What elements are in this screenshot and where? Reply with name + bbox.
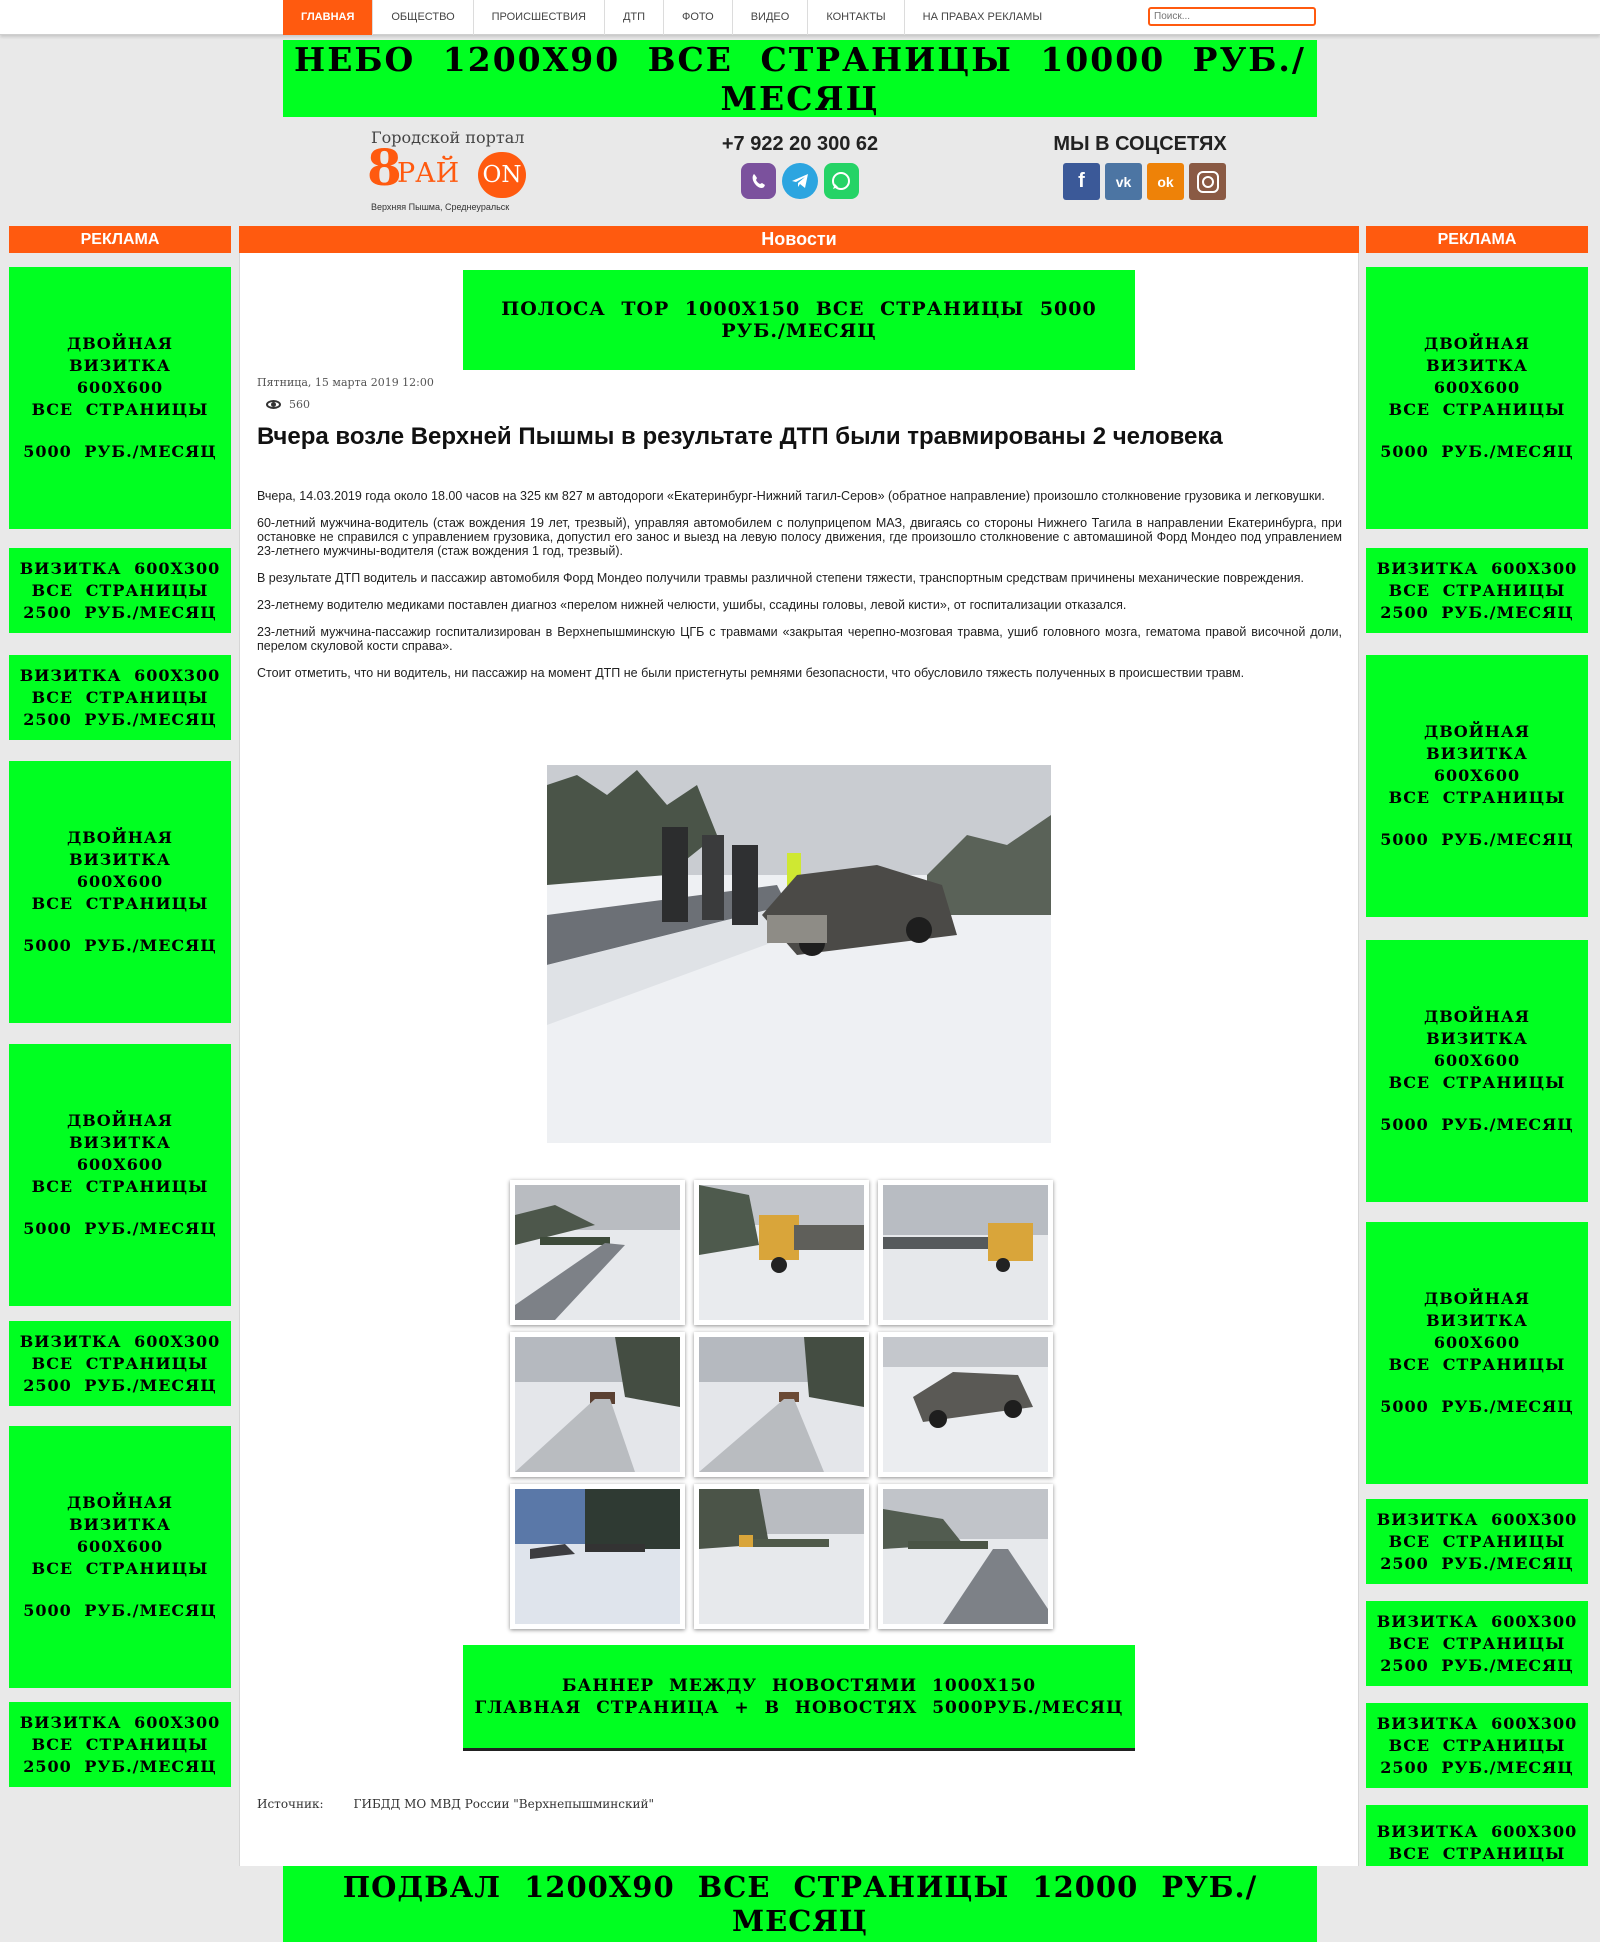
right-ad-9[interactable]: ВИЗИТКА 600Х300 ВСЕ СТРАНИЦЫ (1366, 1805, 1588, 1866)
right-ad-6[interactable]: ВИЗИТКА 600Х300 ВСЕ СТРАНИЦЫ 2500 РУБ./МЕСЯЦ (1366, 1499, 1588, 1584)
right-ad-8[interactable]: ВИЗИТКА 600Х300 ВСЕ СТРАНИЦЫ 2500 РУБ./МЕСЯЦ (1366, 1703, 1588, 1788)
photo-gallery (510, 1180, 1060, 1629)
article-body (257, 489, 1342, 693)
right-ad-2[interactable]: ВИЗИТКА 600Х300 ВСЕ СТРАНИЦЫ 2500 РУБ./МЕСЯЦ (1366, 548, 1588, 633)
logo-on-badge: ON (478, 152, 526, 198)
whatsapp-icon[interactable] (824, 163, 859, 199)
instagram-icon[interactable] (1189, 163, 1226, 200)
gallery-thumbnail[interactable] (694, 1332, 869, 1477)
footer-ad-banner[interactable]: ПОДВАЛ 1200Х90 ВСЕ СТРАНИЦЫ 12000 РУБ./МЕСЯЦ (283, 1866, 1317, 1942)
phone-number[interactable]: +7 922 20 300 62 (721, 133, 879, 155)
site-logo[interactable] (365, 128, 537, 216)
source-value: ГИБДД МО МВД России "Верхнепышминский" (353, 1797, 655, 1811)
social-icons (1063, 163, 1226, 200)
mid-banner-line: БАННЕР МЕЖДУ НОВОСТЯМИ 1000Х150 (561, 1675, 1037, 1696)
right-ad-5[interactable]: ДВОЙНАЯ ВИЗИТКА 600Х600 ВСЕ СТРАНИЦЫ 5000 РУБ./МЕСЯЦ (1366, 1222, 1588, 1484)
article-paragraph: В результате ДТП водитель и пассажир автомобиля Форд Мондео получили травмы различной степени тяжести, транспортным средствам причинены механические повреждения. (257, 571, 1305, 585)
odnoklassniki-icon[interactable]: ok (1147, 163, 1184, 200)
gallery-thumbnail[interactable] (510, 1332, 685, 1477)
nav-item-home[interactable]: ГЛАВНАЯ (283, 0, 373, 35)
article-paragraph: 60-летний мужчина-водитель (стаж вождения 19 лет, трезвый), управляя автомобилем с полуприцепом МАЗ, двигаясь со стороны Нижнего Тагила в направлении Екатеринбурга, при остановке не справился с управлением грузовика, допустил его занос и выезд на левую полосу движения, где произошло столкновение с автомашиной Форд Мондео под управлением 23-летнего мужчины-водителя (стаж вождения 1 год, трезвый). (257, 516, 1342, 558)
article-title: Вчера возле Верхней Пышмы в результате ДТП были травмированы 2 человека (257, 423, 1223, 450)
gallery-thumbnail[interactable] (510, 1484, 685, 1629)
gallery-thumbnail[interactable] (694, 1180, 869, 1325)
mid-banner-line: ГЛАВНАЯ СТРАНИЦА + В НОВОСТЯХ 5000РУБ./МЕСЯЦ (474, 1697, 1124, 1718)
gallery-thumbnail[interactable] (694, 1484, 869, 1629)
social-title: МЫ В СОЦСЕТЯХ (1053, 133, 1227, 155)
article-paragraph: Стоит отметить, что ни водитель, ни пассажир на момент ДТП не были пристегнуты ремнями безопасности, что обусловило тяжесть полученных в происшествии травм. (257, 666, 1245, 680)
left-ad-3[interactable]: ВИЗИТКА 600Х300 ВСЕ СТРАНИЦЫ 2500 РУБ./МЕСЯЦ (9, 655, 231, 740)
left-ad-8[interactable]: ВИЗИТКА 600Х300 ВСЕ СТРАНИЦЫ 2500 РУБ./МЕСЯЦ (9, 1702, 231, 1787)
between-news-banner[interactable] (463, 1645, 1135, 1751)
right-ad-1[interactable]: ДВОЙНАЯ ВИЗИТКА 600Х600 ВСЕ СТРАНИЦЫ 5000 РУБ./МЕСЯЦ (1366, 267, 1588, 529)
main-nav (283, 0, 1060, 35)
gallery-thumbnail[interactable] (510, 1180, 685, 1325)
gallery-thumbnail[interactable] (878, 1180, 1053, 1325)
left-ad-6[interactable]: ВИЗИТКА 600Х300 ВСЕ СТРАНИЦЫ 2500 РУБ./МЕСЯЦ (9, 1321, 231, 1406)
logo-digit: 8 (367, 138, 402, 197)
article-source (257, 1797, 654, 1811)
right-ad-4[interactable]: ДВОЙНАЯ ВИЗИТКА 600Х600 ВСЕ СТРАНИЦЫ 5000 РУБ./МЕСЯЦ (1366, 940, 1588, 1202)
logo-word: РАЙ (397, 158, 460, 189)
gallery-thumbnail[interactable] (878, 1332, 1053, 1477)
news-heading: Новости (239, 226, 1359, 253)
nav-item-dtp[interactable]: ДТП (605, 0, 664, 35)
eye-icon (266, 400, 281, 409)
article-paragraph: 23-летний мужчина-пассажир госпитализирован в Верхнепышминскую ЦГБ с травмами «закрытая черепно-мозговая травма, ушиб головного мозга, гематома правой височной доли, перелом скуловой кости справа». (257, 625, 1342, 653)
gallery-thumbnail[interactable] (878, 1484, 1053, 1629)
nav-item-video[interactable]: ВИДЕО (733, 0, 809, 35)
right-ad-7[interactable]: ВИЗИТКА 600Х300 ВСЕ СТРАНИЦЫ 2500 РУБ./МЕСЯЦ (1366, 1601, 1588, 1686)
left-ad-5[interactable]: ДВОЙНАЯ ВИЗИТКА 600Х600 ВСЕ СТРАНИЦЫ 5000 РУБ./МЕСЯЦ (9, 1044, 231, 1306)
top-strip-ad[interactable]: ПОЛОСА ТОР 1000Х150 ВСЕ СТРАНИЦЫ 5000 РУБ./МЕСЯЦ (463, 270, 1135, 370)
article-main-photo[interactable] (547, 765, 1051, 1143)
left-ad-7[interactable]: ДВОЙНАЯ ВИЗИТКА 600Х600 ВСЕ СТРАНИЦЫ 5000 РУБ./МЕСЯЦ (9, 1426, 231, 1688)
views-count: 560 (289, 398, 310, 411)
right-ad-3[interactable]: ДВОЙНАЯ ВИЗИТКА 600Х600 ВСЕ СТРАНИЦЫ 5000 РУБ./МЕСЯЦ (1366, 655, 1588, 917)
facebook-icon[interactable]: f (1063, 163, 1100, 200)
top-ad-banner[interactable]: НЕБО 1200Х90 ВСЕ СТРАНИЦЫ 10000 РУБ./МЕСЯЦ (283, 40, 1317, 117)
messenger-icons (740, 163, 860, 199)
nav-item-photo[interactable]: ФОТО (664, 0, 733, 35)
vk-icon[interactable]: vk (1105, 163, 1142, 200)
left-ad-1[interactable]: ДВОЙНАЯ ВИЗИТКА 600Х600 ВСЕ СТРАНИЦЫ 5000 РУБ./МЕСЯЦ (9, 267, 231, 529)
search-input[interactable] (1148, 7, 1316, 26)
telegram-icon[interactable] (782, 163, 817, 199)
nav-item-society[interactable]: ОБЩЕСТВО (373, 0, 473, 35)
article-paragraph: 23-летнему водителю медиками поставлен диагноз «перелом нижней челюсти, ушибы, ссадины головы, левой кисти», от госпитализации отказался. (257, 598, 1127, 612)
viber-icon[interactable] (741, 163, 776, 199)
right-ads-heading: РЕКЛАМА (1366, 226, 1588, 253)
left-ad-4[interactable]: ДВОЙНАЯ ВИЗИТКА 600Х600 ВСЕ СТРАНИЦЫ 5000 РУБ./МЕСЯЦ (9, 761, 231, 1023)
logo-subtitle: Верхняя Пышма, Среднеуральск (371, 202, 510, 212)
nav-item-ads[interactable]: НА ПРАВАХ РЕКЛАМЫ (922, 11, 1043, 23)
article-views (266, 398, 310, 411)
left-ad-2[interactable]: ВИЗИТКА 600Х300 ВСЕ СТРАНИЦЫ 2500 РУБ./МЕСЯЦ (9, 548, 231, 633)
logo-portal-text: Городской портал (371, 128, 525, 147)
nav-item-incidents[interactable]: ПРОИСШЕСТВИЯ (474, 0, 605, 35)
article-date: Пятница, 15 марта 2019 12:00 (257, 376, 434, 389)
article-paragraph: Вчера, 14.03.2019 года около 18.00 часов на 325 км 827 м автодороги «Екатеринбург-Нижний тагил-Серов» (обратное направление) произошло столкновение грузовика и легковушки. (257, 489, 1325, 503)
left-ads-heading: РЕКЛАМА (9, 226, 231, 253)
nav-item-contacts[interactable]: КОНТАКТЫ (808, 0, 904, 35)
source-label: Источник: (257, 1797, 324, 1811)
